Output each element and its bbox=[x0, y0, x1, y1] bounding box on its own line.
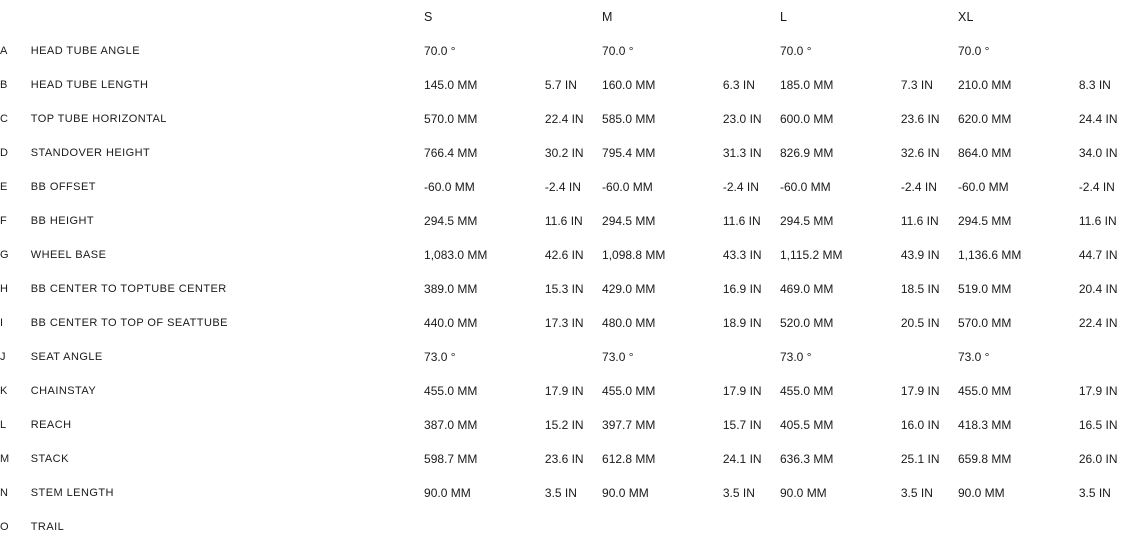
cell-m-mm: 455.0 MM bbox=[602, 384, 656, 398]
header-letter-col bbox=[0, 0, 31, 34]
row-letter: D bbox=[0, 147, 9, 159]
row-letter: B bbox=[0, 79, 8, 91]
cell-l-in: 43.9 IN bbox=[900, 248, 940, 262]
cell-xl-in: 26.0 IN bbox=[1078, 452, 1118, 466]
cell-xl-mm: 90.0 MM bbox=[957, 486, 1005, 500]
row-letter: F bbox=[0, 215, 7, 227]
cell-s-mm bbox=[424, 510, 545, 544]
cell-m-in: 31.3 IN bbox=[722, 146, 762, 160]
cell-s-in: 15.2 IN bbox=[544, 418, 584, 432]
cell-l-in: 3.5 IN bbox=[900, 486, 933, 500]
header-size-m: M bbox=[602, 10, 613, 24]
cell-l-in: 18.5 IN bbox=[900, 282, 940, 296]
header-size-l: L bbox=[780, 10, 788, 24]
cell-l-in: 17.9 IN bbox=[900, 384, 940, 398]
table-row bbox=[0, 68, 1136, 102]
table-row bbox=[0, 272, 1136, 306]
cell-l-in: 20.5 IN bbox=[900, 316, 940, 330]
cell-s-mm: 440.0 MM bbox=[424, 316, 478, 330]
cell-l-mm: 70.0 ° bbox=[780, 44, 812, 58]
row-letter: H bbox=[0, 283, 9, 295]
cell-xl-in: -2.4 IN bbox=[1078, 180, 1115, 194]
cell-xl-in: 16.5 IN bbox=[1078, 418, 1118, 432]
cell-xl-in: 20.4 IN bbox=[1078, 282, 1118, 296]
cell-s-in: 3.5 IN bbox=[544, 486, 577, 500]
cell-s-in: 17.9 IN bbox=[544, 384, 584, 398]
cell-s-in: 22.4 IN bbox=[544, 112, 584, 126]
row-label: WHEEL BASE bbox=[30, 249, 107, 261]
header-label-col bbox=[31, 0, 424, 34]
cell-xl-in: 11.6 IN bbox=[1078, 214, 1117, 228]
cell-xl-mm: 1,136.6 MM bbox=[957, 248, 1022, 262]
table-row bbox=[0, 204, 1136, 238]
table-row bbox=[0, 34, 1136, 68]
cell-m-in: 17.9 IN bbox=[722, 384, 762, 398]
table-row bbox=[0, 442, 1136, 476]
cell-s-mm: 70.0 ° bbox=[424, 44, 456, 58]
cell-l-in bbox=[901, 510, 958, 544]
row-label: HEAD TUBE LENGTH bbox=[30, 79, 149, 91]
cell-s-in: 17.3 IN bbox=[544, 316, 584, 330]
cell-s-in: 5.7 IN bbox=[544, 78, 577, 92]
cell-xl-in: 34.0 IN bbox=[1078, 146, 1118, 160]
row-label: SEAT ANGLE bbox=[30, 351, 103, 363]
row-letter: A bbox=[0, 45, 8, 57]
cell-m-in: 18.9 IN bbox=[722, 316, 762, 330]
cell-m-mm: 585.0 MM bbox=[602, 112, 656, 126]
cell-l-mm: 520.0 MM bbox=[780, 316, 834, 330]
cell-m-mm: 90.0 MM bbox=[602, 486, 649, 500]
cell-xl-mm: -60.0 MM bbox=[957, 180, 1009, 194]
header-size-xl: XL bbox=[957, 10, 974, 24]
cell-l-in: -2.4 IN bbox=[900, 180, 937, 194]
cell-s-in bbox=[545, 34, 602, 68]
cell-m-in: -2.4 IN bbox=[722, 180, 759, 194]
cell-l-mm: 405.5 MM bbox=[780, 418, 834, 432]
table-row bbox=[0, 238, 1136, 272]
cell-xl-in bbox=[1079, 34, 1136, 68]
cell-m-in: 11.6 IN bbox=[722, 214, 761, 228]
cell-m-mm: 1,098.8 MM bbox=[602, 248, 666, 262]
cell-m-mm: -60.0 MM bbox=[602, 180, 653, 194]
cell-s-mm: 294.5 MM bbox=[424, 214, 478, 228]
cell-xl-mm: 294.5 MM bbox=[957, 214, 1012, 228]
cell-m-in bbox=[723, 34, 780, 68]
row-label: BB HEIGHT bbox=[30, 215, 95, 227]
cell-xl-mm: 570.0 MM bbox=[957, 316, 1012, 330]
cell-xl-in bbox=[1079, 510, 1136, 544]
cell-s-mm: 570.0 MM bbox=[424, 112, 478, 126]
row-letter: I bbox=[0, 317, 4, 329]
table-row bbox=[0, 170, 1136, 204]
cell-s-in: 30.2 IN bbox=[544, 146, 584, 160]
row-letter: G bbox=[0, 249, 9, 261]
cell-l-in: 11.6 IN bbox=[900, 214, 939, 228]
row-letter: N bbox=[0, 487, 9, 499]
table-row bbox=[0, 306, 1136, 340]
cell-s-mm: 145.0 MM bbox=[424, 78, 478, 92]
cell-s-mm: 455.0 MM bbox=[424, 384, 478, 398]
cell-xl-mm: 70.0 ° bbox=[957, 44, 990, 58]
cell-l-mm: 636.3 MM bbox=[780, 452, 834, 466]
cell-s-in: 11.6 IN bbox=[544, 214, 583, 228]
cell-s-mm: -60.0 MM bbox=[424, 180, 475, 194]
cell-xl-mm: 210.0 MM bbox=[957, 78, 1012, 92]
cell-xl-mm bbox=[958, 510, 1079, 544]
cell-xl-in: 17.9 IN bbox=[1078, 384, 1118, 398]
row-label: HEAD TUBE ANGLE bbox=[30, 45, 140, 57]
table-row bbox=[0, 340, 1136, 374]
cell-m-in: 43.3 IN bbox=[722, 248, 762, 262]
row-letter: E bbox=[0, 181, 8, 193]
header-size-s: S bbox=[424, 10, 433, 24]
cell-m-in: 15.7 IN bbox=[722, 418, 762, 432]
cell-xl-in: 3.5 IN bbox=[1078, 486, 1111, 500]
cell-xl-mm: 455.0 MM bbox=[957, 384, 1012, 398]
row-label: REACH bbox=[30, 419, 72, 431]
table-row bbox=[0, 374, 1136, 408]
cell-s-mm: 598.7 MM bbox=[424, 452, 478, 466]
cell-l-in bbox=[901, 34, 958, 68]
cell-s-mm: 90.0 MM bbox=[424, 486, 471, 500]
header-row bbox=[0, 0, 1136, 34]
cell-l-mm: 469.0 MM bbox=[780, 282, 834, 296]
row-letter: M bbox=[0, 453, 10, 465]
cell-l-mm: -60.0 MM bbox=[780, 180, 831, 194]
table-body bbox=[0, 34, 1136, 544]
cell-xl-in bbox=[1079, 340, 1136, 374]
cell-xl-mm: 864.0 MM bbox=[957, 146, 1012, 160]
cell-m-mm: 429.0 MM bbox=[602, 282, 656, 296]
row-label: BB CENTER TO TOPTUBE CENTER bbox=[30, 283, 227, 295]
cell-l-mm: 185.0 MM bbox=[780, 78, 834, 92]
cell-m-mm bbox=[602, 510, 723, 544]
cell-l-mm: 73.0 ° bbox=[780, 350, 812, 364]
cell-l-mm: 90.0 MM bbox=[780, 486, 827, 500]
cell-l-in: 7.3 IN bbox=[900, 78, 933, 92]
cell-m-in: 24.1 IN bbox=[722, 452, 762, 466]
table-row bbox=[0, 476, 1136, 510]
cell-xl-mm: 418.3 MM bbox=[957, 418, 1012, 432]
table-row bbox=[0, 136, 1136, 170]
cell-s-mm: 73.0 ° bbox=[424, 350, 456, 364]
cell-s-in: 15.3 IN bbox=[544, 282, 584, 296]
cell-m-mm: 70.0 ° bbox=[602, 44, 634, 58]
cell-l-mm: 294.5 MM bbox=[780, 214, 834, 228]
table-row bbox=[0, 510, 1136, 544]
cell-s-in bbox=[545, 510, 602, 544]
cell-s-mm: 387.0 MM bbox=[424, 418, 478, 432]
cell-l-mm: 455.0 MM bbox=[780, 384, 834, 398]
cell-l-in: 23.6 IN bbox=[900, 112, 940, 126]
cell-m-in: 6.3 IN bbox=[722, 78, 755, 92]
cell-m-mm: 73.0 ° bbox=[602, 350, 634, 364]
cell-s-in: -2.4 IN bbox=[544, 180, 581, 194]
cell-s-in bbox=[545, 340, 602, 374]
cell-m-in bbox=[723, 510, 780, 544]
table-row bbox=[0, 102, 1136, 136]
cell-m-mm: 294.5 MM bbox=[602, 214, 656, 228]
cell-xl-mm: 73.0 ° bbox=[957, 350, 990, 364]
cell-m-in: 16.9 IN bbox=[722, 282, 762, 296]
row-label: STANDOVER HEIGHT bbox=[30, 147, 151, 159]
cell-l-in: 25.1 IN bbox=[900, 452, 940, 466]
cell-l-mm: 1,115.2 MM bbox=[780, 248, 843, 262]
cell-s-mm: 389.0 MM bbox=[424, 282, 478, 296]
cell-m-mm: 160.0 MM bbox=[602, 78, 656, 92]
cell-xl-mm: 519.0 MM bbox=[957, 282, 1012, 296]
cell-xl-in: 22.4 IN bbox=[1078, 316, 1118, 330]
cell-m-mm: 612.8 MM bbox=[602, 452, 656, 466]
cell-m-mm: 480.0 MM bbox=[602, 316, 656, 330]
row-label: BB CENTER TO TOP OF SEATTUBE bbox=[30, 317, 228, 329]
cell-m-mm: 795.4 MM bbox=[602, 146, 656, 160]
cell-s-in: 23.6 IN bbox=[544, 452, 584, 466]
table-row bbox=[0, 408, 1136, 442]
row-label: STACK bbox=[30, 453, 69, 465]
cell-l-in: 16.0 IN bbox=[900, 418, 940, 432]
cell-l-mm bbox=[780, 510, 901, 544]
cell-l-mm: 600.0 MM bbox=[780, 112, 834, 126]
cell-l-mm: 826.9 MM bbox=[780, 146, 834, 160]
row-label: TRAIL bbox=[30, 521, 65, 533]
cell-xl-in: 24.4 IN bbox=[1078, 112, 1118, 126]
cell-s-mm: 766.4 MM bbox=[424, 146, 478, 160]
table-header bbox=[0, 0, 1136, 34]
cell-xl-in: 44.7 IN bbox=[1078, 248, 1118, 262]
row-letter: K bbox=[0, 385, 8, 397]
cell-m-in: 23.0 IN bbox=[722, 112, 762, 126]
row-label: TOP TUBE HORIZONTAL bbox=[30, 113, 167, 125]
cell-s-mm: 1,083.0 MM bbox=[424, 248, 488, 262]
cell-xl-mm: 659.8 MM bbox=[957, 452, 1012, 466]
cell-m-in bbox=[723, 340, 780, 374]
row-letter: J bbox=[0, 351, 6, 363]
cell-m-mm: 397.7 MM bbox=[602, 418, 656, 432]
row-label: STEM LENGTH bbox=[30, 487, 114, 499]
row-label: BB OFFSET bbox=[30, 181, 96, 193]
row-letter: C bbox=[0, 113, 9, 125]
cell-xl-in: 8.3 IN bbox=[1078, 78, 1111, 92]
cell-l-in: 32.6 IN bbox=[900, 146, 940, 160]
row-letter: O bbox=[0, 521, 9, 533]
row-label: CHAINSTAY bbox=[30, 385, 97, 397]
cell-xl-mm: 620.0 MM bbox=[957, 112, 1012, 126]
cell-s-in: 42.6 IN bbox=[544, 248, 584, 262]
cell-m-in: 3.5 IN bbox=[722, 486, 755, 500]
cell-l-in bbox=[901, 340, 958, 374]
row-letter: L bbox=[0, 419, 7, 431]
